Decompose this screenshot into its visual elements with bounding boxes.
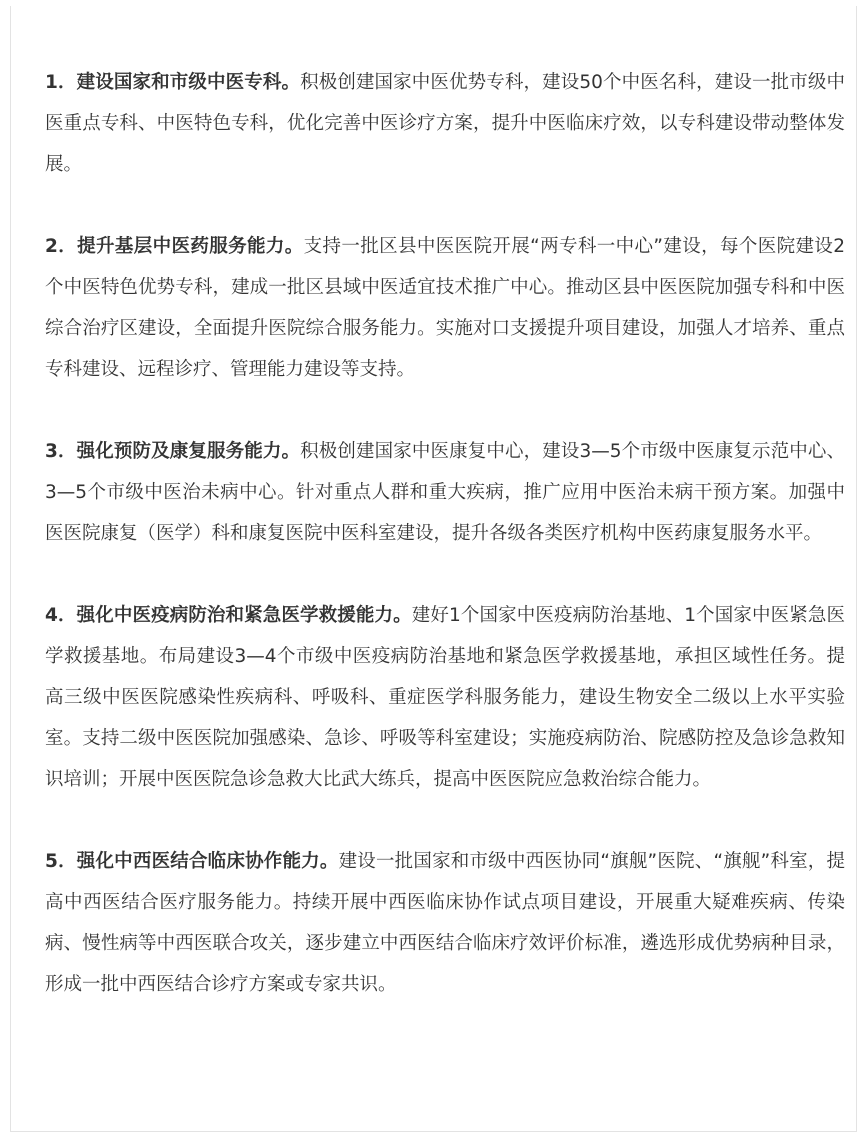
section-heading: 3．强化预防及康复服务能力。 [45, 441, 301, 462]
section-heading: 2．提升基层中医药服务能力。 [45, 236, 304, 257]
section-2 [45, 226, 845, 390]
section-4 [45, 595, 845, 800]
section-text: 支持一批区县中医医院开展“两专科一中心”建设，每个医院建设2个中医特色优势专科，建成一批区县域中医适宜技术推广中心。推动区县中医医院加强专科和中医综合治疗区建设，全面提升医院综合服务能力。实施对口支援提升项目建设，加强人才培养、重点专科建设、远程诊疗、管理能力建设等支持。 [45, 236, 845, 380]
section-1 [45, 62, 845, 185]
section-3 [45, 431, 845, 554]
section-5 [45, 841, 845, 1005]
section-heading: 5．强化中西医结合临床协作能力。 [45, 851, 339, 872]
section-text: 建好1个国家中医疫病防治基地、1个国家中医紧急医学救援基地。布局建设3—4个市级中医疫病防治基地和紧急医学救援基地，承担区域性任务。提高三级中医医院感染性疾病科、呼吸科、重症医学科服务能力，建设生物安全二级以上水平实验室。支持二级中医医院加强感染、急诊、呼吸等科室建设；实施疫病防治、院感防控及急诊急救知识培训；开展中医医院急诊急救大比武大练兵，提高中医医院应急救治综合能力。 [45, 605, 846, 790]
section-text: 积极创建国家中医优势专科，建设50个中医名科，建设一批市级中医重点专科、中医特色专科，优化完善中医诊疗方案，提升中医临床疗效，以专科建设带动整体发展。 [45, 72, 846, 175]
section-heading: 1．建设国家和市级中医专科。 [45, 72, 301, 93]
article-body [45, 62, 845, 1046]
section-text: 积极创建国家中医康复中心，建设3—5个市级中医康复示范中心、3—5个市级中医治未病中心。针对重点人群和重大疾病，推广应用中医治未病干预方案。加强中医医院康复（医学）科和康复医院中医科室建设，提升各级各类医疗机构中医药康复服务水平。 [45, 441, 845, 544]
section-heading: 4．强化中医疫病防治和紧急医学救援能力。 [45, 605, 412, 626]
content-frame [10, 6, 857, 1132]
section-text: 建设一批国家和市级中西医协同“旗舰”医院、“旗舰”科室，提高中西医结合医疗服务能力。持续开展中西医临床协作试点项目建设，开展重大疑难疾病、传染病、慢性病等中西医联合攻关，逐步建立中西医结合临床疗效评价标准，遴选形成优势病种目录，形成一批中西医结合诊疗方案或专家共识。 [45, 851, 846, 995]
